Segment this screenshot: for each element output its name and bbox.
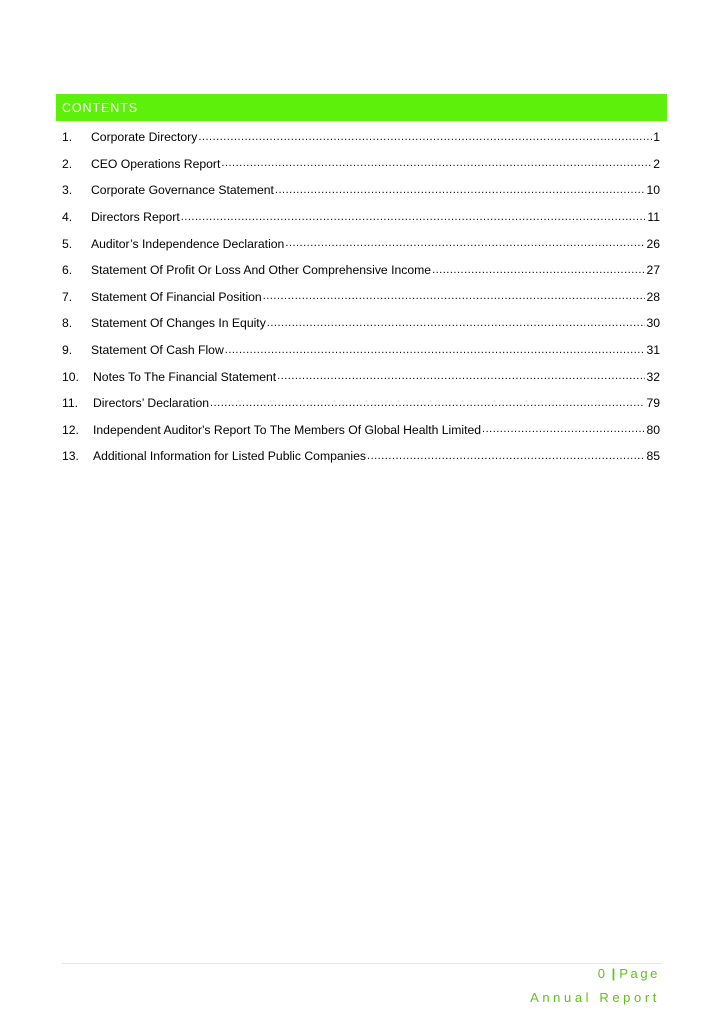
toc-leader-dots bbox=[263, 291, 646, 302]
toc-leader-dots bbox=[267, 318, 646, 329]
toc-entry[interactable] bbox=[62, 390, 660, 417]
footer-separator: | bbox=[611, 966, 616, 981]
footer-page-number: 0 bbox=[597, 966, 608, 981]
toc-number: 3. bbox=[62, 183, 73, 198]
toc-number: 12. bbox=[62, 422, 79, 437]
toc-number: 11. bbox=[62, 396, 79, 411]
toc-page-number: 26 bbox=[646, 236, 660, 251]
toc-title: Independent Auditor's Report To The Members Of Global Health Limited bbox=[93, 422, 482, 437]
toc-entry[interactable] bbox=[62, 337, 660, 364]
toc-entry[interactable] bbox=[62, 284, 660, 311]
toc-number: 8. bbox=[62, 316, 73, 331]
toc-number: 4. bbox=[62, 210, 73, 225]
toc-number: 5. bbox=[62, 236, 73, 251]
toc-title: Corporate Directory bbox=[91, 130, 198, 145]
toc-page-number: 27 bbox=[646, 263, 660, 278]
toc-page-number: 80 bbox=[646, 422, 660, 437]
toc-title: Statement Of Financial Position bbox=[91, 289, 262, 304]
toc-page-number: 79 bbox=[646, 396, 660, 411]
toc-entry[interactable] bbox=[62, 177, 660, 204]
toc-entry[interactable] bbox=[62, 204, 660, 231]
footer-divider bbox=[62, 963, 662, 964]
toc-leader-dots bbox=[482, 424, 645, 435]
toc-leader-dots bbox=[181, 212, 647, 223]
toc-page-number: 28 bbox=[646, 289, 660, 304]
toc-number: 13. bbox=[62, 449, 79, 464]
toc-entry[interactable] bbox=[62, 257, 660, 284]
toc-leader-dots bbox=[198, 132, 652, 143]
toc-title: Statement Of Changes In Equity bbox=[91, 316, 266, 331]
toc-title: Directors’ Declaration bbox=[93, 396, 210, 411]
toc-leader-dots bbox=[225, 345, 646, 356]
toc-title: Statement Of Cash Flow bbox=[91, 343, 224, 358]
toc-leader-dots bbox=[285, 238, 645, 249]
toc-title: Corporate Governance Statement bbox=[91, 183, 274, 198]
toc-title: Auditor’s Independence Declaration bbox=[91, 236, 285, 251]
toc-leader-dots bbox=[275, 185, 646, 196]
toc-title: Directors Report bbox=[91, 210, 180, 225]
toc-number: 7. bbox=[62, 289, 73, 304]
footer-page-indicator bbox=[598, 966, 660, 981]
toc-entry[interactable] bbox=[62, 310, 660, 337]
toc-page-number: 85 bbox=[646, 449, 660, 464]
contents-heading: CONTENTS bbox=[62, 100, 138, 115]
toc-leader-dots bbox=[277, 371, 645, 382]
toc-page-number: 31 bbox=[646, 343, 660, 358]
toc-entry[interactable] bbox=[62, 363, 660, 390]
toc-page-number: 2 bbox=[653, 156, 660, 171]
toc-leader-dots bbox=[432, 265, 645, 276]
toc-number: 1. bbox=[62, 130, 73, 145]
toc-leader-dots bbox=[221, 158, 652, 169]
toc-entry[interactable] bbox=[62, 443, 660, 470]
toc-entry[interactable] bbox=[62, 417, 660, 444]
toc-title: Additional Information for Listed Public Companies bbox=[93, 449, 367, 464]
toc-title: CEO Operations Report bbox=[91, 156, 221, 171]
toc-leader-dots bbox=[367, 451, 645, 462]
toc-number: 2. bbox=[62, 156, 73, 171]
toc-title: Statement Of Profit Or Loss And Other Comprehensive Income bbox=[91, 263, 432, 278]
toc-number: 10. bbox=[62, 369, 79, 384]
footer-report-label: Annual Report bbox=[530, 990, 660, 1005]
toc-leader-dots bbox=[210, 398, 645, 409]
toc-page-number: 32 bbox=[646, 369, 660, 384]
toc-entry[interactable] bbox=[62, 230, 660, 257]
toc-page-number: 1 bbox=[653, 130, 660, 145]
toc-number: 9. bbox=[62, 343, 73, 358]
toc-number: 6. bbox=[62, 263, 73, 278]
toc-page-number: 11 bbox=[647, 210, 660, 225]
toc-page-number: 10 bbox=[646, 183, 660, 198]
footer-page-label: Page bbox=[619, 966, 660, 981]
table-of-contents bbox=[62, 124, 660, 470]
toc-page-number: 30 bbox=[646, 316, 660, 331]
toc-entry[interactable] bbox=[62, 151, 660, 178]
contents-header-bar bbox=[56, 94, 667, 121]
toc-title: Notes To The Financial Statement bbox=[93, 369, 277, 384]
toc-entry[interactable] bbox=[62, 124, 660, 151]
